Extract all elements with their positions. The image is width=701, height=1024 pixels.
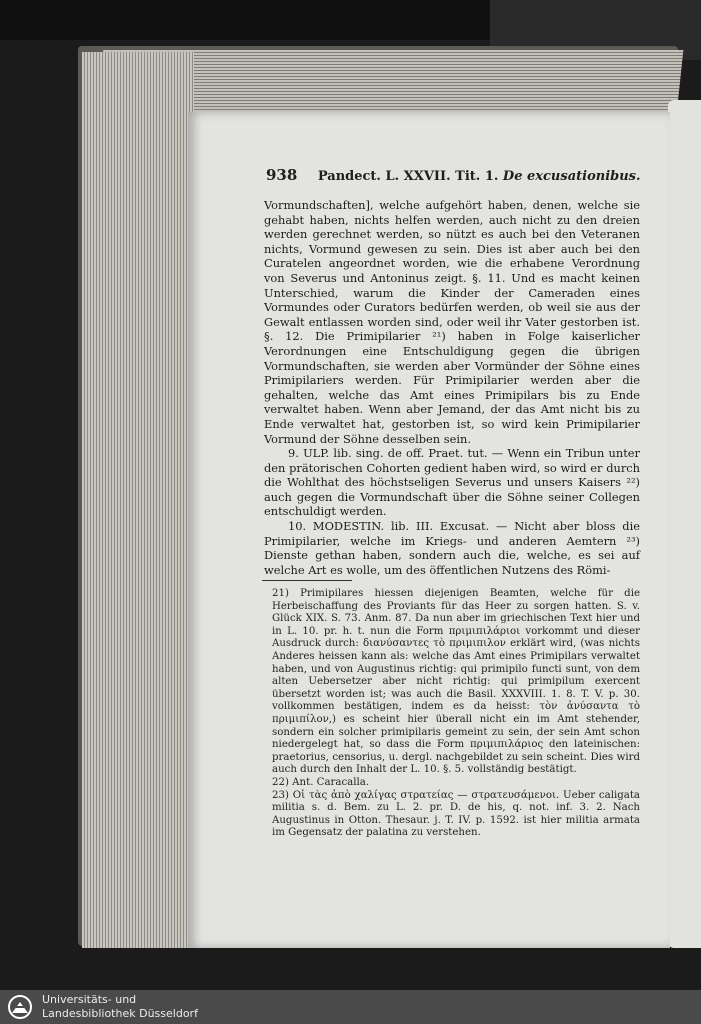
main-text — [264, 198, 640, 577]
facing-page — [668, 100, 701, 948]
footnote-rule — [262, 580, 352, 581]
library-name-line1: Universitäts- und — [42, 993, 137, 1006]
page-edges-side — [82, 52, 194, 948]
running-title-italic: De excusationibus. — [502, 169, 641, 184]
paragraph: 9. ULP. lib. sing. de off. Praet. tut. — Wenn ein Tribun unter den prätorischen Cohorten gedient haben wird, so wird er durch die Wohlthat des höchstseligen Severus und unsers Kaisers ²²) auch gegen die Vormundschaft über die Söhne seiner Collegen entschuldigt werden. — [264, 446, 640, 519]
footnote: 23) Οἱ τὰς ἀπὸ χαλίγας στρατείας — στρατευσάμενοι. Ueber caligata militia s. d. Bem. zu L. 2. pr. D. de his, q. not. inf. 3. 2. Nach Augustinus in Otton. Thesaur. j. T. IV. p. 1592. ist hier militia armata im Gegensatz der palatina zu verstehen. — [272, 789, 640, 839]
library-name-line2: Landesbibliothek Düsseldorf — [42, 1007, 198, 1020]
running-title: Pandect. L. XXVII. Tit. 1. — [317, 169, 499, 184]
page-number: 938 — [266, 166, 298, 184]
library-footer — [0, 990, 701, 1024]
library-name — [42, 993, 198, 1021]
paragraph: Vormundschaften], welche aufgehört haben, denen, welche sie gehabt haben, nichts helfen werden, auch nicht zu den dreien werden gerechnet werden, so nützt es auch bei den Veteranen nichts, Vormund gewesen zu sein. Dies ist aber auch bei den Curatelen angeordnet worden, wie die erhabene Verordnung von Severus und Antoninus zeigt. §. 11. Und es macht keinen Unterschied, warum die Kinder der Cameraden eines Vormundes oder Curators bedürfen werden, ob weil sie aus der Gewalt entlassen worden sind, oder weil ihr Vater gestorben ist. §. 12. Die Primipilarier ²¹) haben in Folge kaiserlicher Verordnungen eine Entschuldigung gegen die übrigen Vormundschaften, sie werden aber Vormünder der Söhne eines Primipilariers werden. Für Primipilarier werden aber die gehalten, welche das Amt eines Primipilars bis zu Ende verwaltet haben. Wenn aber Jemand, der das Amt nicht bis zu Ende verwaltet hat, gestorben ist, so wird kein Primipilarier Vormund der Söhne desselben sein. — [264, 198, 640, 446]
ulb-logo-icon — [6, 994, 34, 1020]
footnote: 21) Primipilares hiessen diejenigen Beamten, welche für die Herbeischaffung des Proviants für das Heer zu sorgen hatten. S. v. Glück XIX. S. 73. Anm. 87. Da nun aber im griechischen Text hier und in L. 10. pr. h. t. nun die Form πριμιπιλάριοι vorkommt und dieser Ausdruck durch: διανύσαντες τὸ πριμιπιλον erklärt wird, (was nichts Anderes heissen kann als: welche das Amt eines Primipilars verwaltet haben, und von Augustinus richtig: qui primipilo functi sunt, von dem alten Uebersetzer aber nicht richtig: qui primipilum exercent übersetzt worden ist; was auch die Basil. XXXVIII. 1. 8. T. V. p. 30. vollkommen bestätigen, indem es da heisst: τὸν ἀνύσαντα τὸ πριμιπίλον,) es scheint hier überall nicht ein im Amt stehender, sondern ein solcher primipilaris gemeint zu sein, der sein Amt schon niedergelegt hat, so dass die Form πριμιπιλάριος den lateinischen: praetorius, censorius, u. dergl. nachgebildet zu sein scheint. Dies wird auch durch den Inhalt der L. 10. §. 5. vollständig bestätigt. — [272, 588, 640, 776]
paragraph: 10. MODESTIN. lib. III. Excusat. — Nicht aber bloss die Primipilarier, welche im Kriegs- und anderen Aemtern ²³) Dienste gethan haben, sondern auch die, welche, es sei auf welche Art es wolle, um des öffentlichen Nutzens des Römi- — [264, 519, 640, 577]
footnote: 22) Ant. Caracalla. — [272, 776, 370, 788]
footnotes — [272, 588, 640, 840]
running-head — [266, 166, 646, 184]
